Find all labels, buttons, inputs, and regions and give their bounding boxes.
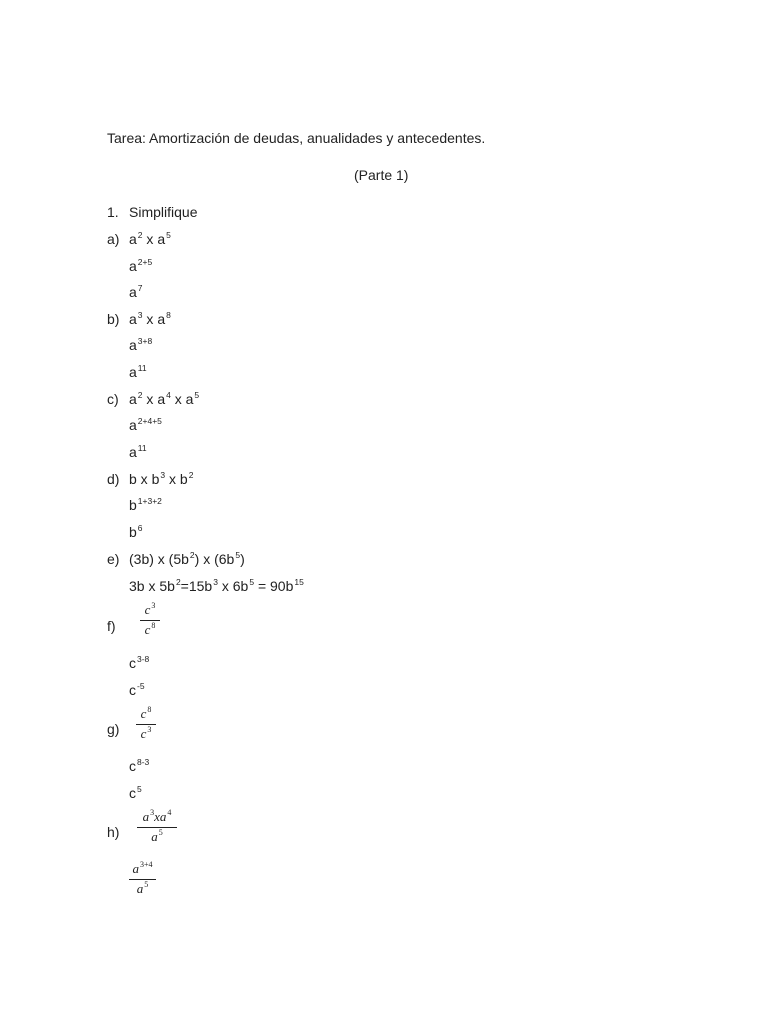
fraction-denominator <box>140 622 160 639</box>
item-f-label: f) <box>107 618 116 634</box>
expr-exponent: 5 <box>137 784 142 794</box>
fraction-denominator <box>137 829 177 846</box>
expr-exponent: 6 <box>137 523 143 533</box>
fraction-bar <box>129 879 156 880</box>
item-f-fraction <box>140 602 160 639</box>
expr-text: b x <box>129 471 152 487</box>
item-h-fraction <box>137 809 177 846</box>
expr-text: x <box>142 231 158 247</box>
item-b-line-3 <box>129 363 147 383</box>
expr-base: b <box>285 578 294 594</box>
expr-exponent: 2 <box>137 230 143 240</box>
fraction-denominator <box>136 726 156 743</box>
expr-base: c <box>129 682 136 698</box>
expr-base: b <box>151 471 160 487</box>
item-g-fraction <box>136 706 156 743</box>
expr-text: ) x (6 <box>194 551 227 567</box>
expr-exponent: 2 <box>137 390 143 400</box>
page-subtitle: (Parte 1) <box>354 167 409 183</box>
item-f-line-1 <box>129 654 149 674</box>
expr-base: a <box>136 881 144 896</box>
item-b-line-1 <box>129 310 171 330</box>
expr-exponent: 8 <box>151 621 156 630</box>
expr-exponent: 2 <box>189 550 195 560</box>
item-g-label: g) <box>107 721 120 737</box>
expr-exponent: 3 <box>150 808 155 817</box>
fraction-numerator <box>136 706 156 723</box>
expr-exponent: 8-3 <box>137 757 150 767</box>
expr-exponent: 5 <box>235 550 241 560</box>
expr-text: x <box>165 471 180 487</box>
expr-text: x 6 <box>217 578 241 594</box>
item-g-line-1 <box>129 757 149 777</box>
item-d-line-1 <box>129 470 193 490</box>
expr-base: a <box>129 444 137 460</box>
item-c-line-3 <box>129 443 147 463</box>
expr-base: a <box>129 231 137 247</box>
fraction-numerator <box>137 809 177 826</box>
expr-base: c <box>140 726 147 741</box>
item-a-line-2 <box>129 257 152 277</box>
expr-text: = 90 <box>254 578 286 594</box>
expr-exponent: 5 <box>194 390 200 400</box>
expr-base: a <box>157 231 166 247</box>
item-d-line-3 <box>129 523 143 543</box>
expr-exponent: 5 <box>144 880 149 889</box>
expr-exponent: 3 <box>147 725 152 734</box>
item-c-line-2 <box>129 416 162 436</box>
fraction-bar <box>136 724 156 725</box>
item-a-label: a) <box>107 231 120 247</box>
item-a-line-3 <box>129 283 143 303</box>
expr-exponent: 1+3+2 <box>137 496 162 506</box>
expr-base: b <box>226 551 235 567</box>
expr-base: a <box>129 311 137 327</box>
item-b-label: b) <box>107 311 120 327</box>
expr-text: ) <box>240 551 245 567</box>
expr-text: x <box>154 809 160 824</box>
expr-text: =15 <box>180 578 205 594</box>
expr-exponent: 7 <box>137 283 143 293</box>
item-e-line-2 <box>129 577 304 597</box>
expr-exponent: 11 <box>137 363 147 373</box>
item-e-label: e) <box>107 551 120 567</box>
expr-base: c <box>129 758 136 774</box>
expr-exponent: 8 <box>166 310 171 320</box>
expr-base: a <box>157 311 166 327</box>
expr-base: b <box>179 471 188 487</box>
expr-exponent: 3 <box>137 310 143 320</box>
fraction-bar <box>137 827 177 828</box>
expr-exponent: 3 <box>213 577 218 587</box>
fraction-denominator <box>129 881 156 898</box>
question-number: 1. <box>107 204 119 220</box>
item-d-line-2 <box>129 496 162 516</box>
expr-exponent: 3-8 <box>137 654 150 664</box>
fraction-numerator <box>140 602 160 619</box>
expr-exponent: 15 <box>294 577 304 587</box>
item-c-line-1 <box>129 390 199 410</box>
expr-base: b <box>181 551 189 567</box>
expr-base: b <box>204 578 213 594</box>
expr-text: x <box>142 391 158 407</box>
expr-base: a <box>129 364 137 380</box>
fraction-bar <box>140 620 160 621</box>
item-d-label: d) <box>107 471 120 487</box>
expr-base: c <box>129 655 136 671</box>
expr-base: a <box>142 809 150 824</box>
expr-base: a <box>129 337 137 353</box>
expr-exponent: 2 <box>188 470 194 480</box>
expr-exponent: 11 <box>137 443 147 453</box>
item-h-fraction-2 <box>129 861 156 898</box>
expr-exponent: 8 <box>147 705 152 714</box>
expr-text: (3b) x (5 <box>129 551 182 567</box>
expr-base: b <box>129 524 137 540</box>
expr-exponent: 3+8 <box>137 336 153 346</box>
expr-base: c <box>144 622 151 637</box>
expr-base: b <box>167 578 175 594</box>
expr-base: c <box>129 785 136 801</box>
expr-exponent: -5 <box>137 681 145 691</box>
fraction-numerator <box>129 861 156 878</box>
expr-base: a <box>185 391 194 407</box>
expr-base: a <box>129 258 137 274</box>
item-h-label: h) <box>107 824 120 840</box>
item-e-line-1 <box>129 550 245 570</box>
expr-base: a <box>129 391 137 407</box>
expr-base: a <box>129 417 137 433</box>
expr-text: x <box>142 311 158 327</box>
item-f-line-2 <box>129 681 145 701</box>
question-text: Simplifique <box>129 204 198 220</box>
expr-exponent: 2+5 <box>137 257 153 267</box>
page-title: Tarea: Amortización de deudas, anualidades y antecedentes. <box>107 130 486 146</box>
expr-exponent: 5 <box>158 828 163 837</box>
item-a-line-1 <box>129 230 171 250</box>
expr-base: c <box>140 706 147 721</box>
expr-base: a <box>129 284 137 300</box>
expr-exponent: 3 <box>160 470 166 480</box>
expr-base: a <box>157 391 166 407</box>
expr-exponent: 2 <box>175 577 181 587</box>
expr-base: c <box>144 602 151 617</box>
item-c-label: c) <box>107 391 119 407</box>
expr-base: b <box>240 578 249 594</box>
expr-exponent: 3 <box>151 601 156 610</box>
expr-text: x <box>170 391 186 407</box>
expr-exponent: 2+4+5 <box>137 416 162 426</box>
expr-exponent: 5 <box>249 577 255 587</box>
expr-base: a <box>151 829 158 844</box>
expr-exponent: 4 <box>166 390 171 400</box>
expr-exponent: 5 <box>166 230 171 240</box>
expr-exponent: 4 <box>167 808 172 817</box>
item-g-line-2 <box>129 784 142 804</box>
expr-text: 3b x 5 <box>129 578 168 594</box>
item-b-line-2 <box>129 336 152 356</box>
expr-exponent: 3+4 <box>139 860 153 869</box>
expr-base: a <box>132 861 139 876</box>
expr-base: b <box>129 497 137 513</box>
expr-base: a <box>159 809 167 824</box>
